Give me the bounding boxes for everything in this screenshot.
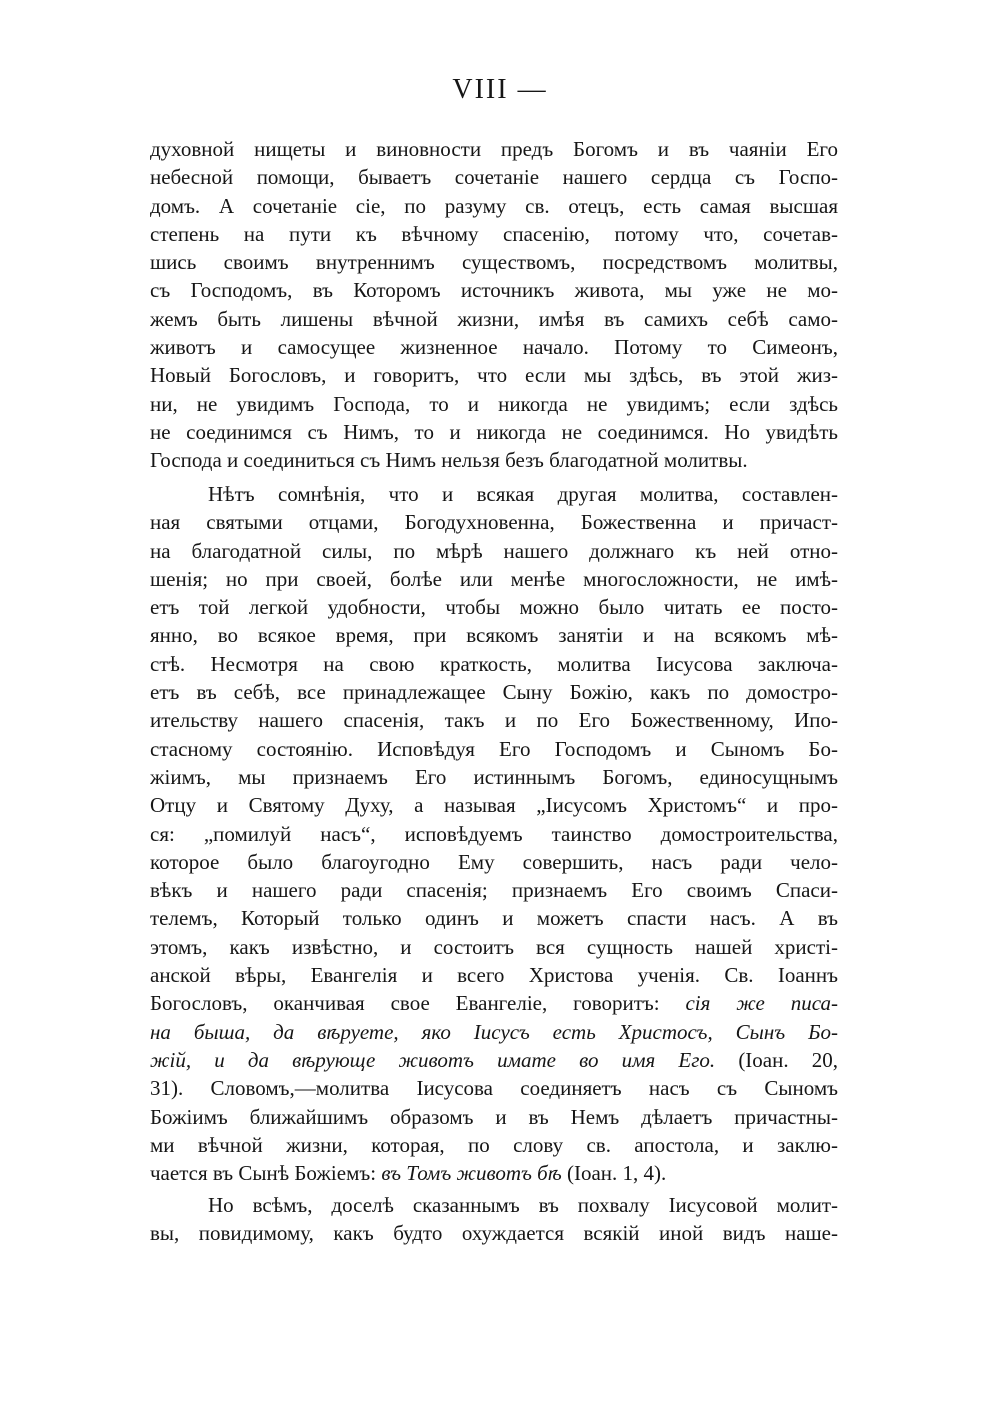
text-line: степень на пути къ вѣчному спасенiю, потому что, сочетав- bbox=[150, 221, 838, 246]
text-line: этомъ, какъ извѣстно, и состоитъ вся сущность нашей христi- bbox=[150, 934, 838, 959]
italic-quote: сiя же писа- bbox=[685, 991, 838, 1016]
text-line: янно, во всякое время, при всякомъ занятiи и на всякомъ мѣ- bbox=[150, 623, 838, 648]
page-header: VIII — bbox=[452, 74, 548, 105]
text-line: вы, повидимому, какъ будто охуждается всякiй иной видъ наше- bbox=[150, 1221, 838, 1246]
text-line: етъ въ себѣ, все принадлежащее Сыну Божiю, какъ по домостро- bbox=[150, 680, 838, 705]
text-line: Божiимъ ближайшимъ образомъ и въ Немъ дѣлаетъ причастны- bbox=[150, 1104, 838, 1129]
italic-quote: жiй, и да вѣрующе животъ имате во имя Его. bbox=[150, 1047, 716, 1072]
text-line: телемъ, Который только одинъ и можетъ спасти насъ. А въ bbox=[150, 906, 838, 931]
paragraph-3 bbox=[150, 1191, 838, 1248]
text-line: ми вѣчной жизни, которая, по слову св. апостола, и заклю- bbox=[150, 1132, 838, 1157]
text-line: Богословъ, оканчивая свое Евангелiе, говоритъ: сiя же писа- bbox=[150, 991, 838, 1016]
text-line: етъ той легкой удобности, чтобы можно было читать ее посто- bbox=[150, 595, 838, 620]
text-line: чается въ Сынѣ Божiемъ: въ Томъ животъ бѣ (Iоан. 1, 4). bbox=[150, 1161, 667, 1186]
text-line: 31). Словомъ,—молитва Iисусова соединяетъ насъ съ Сыномъ bbox=[150, 1076, 838, 1101]
text-line: на благодатной силы, по мѣрѣ нашего должнаго къ ней отно- bbox=[150, 538, 838, 563]
text-line: Новый Богословъ, и говоритъ, что если мы здѣсь, въ этой жиз- bbox=[150, 363, 838, 388]
text-line: ни, не увидимъ Господа, то и никогда не увидимъ; если здѣсь bbox=[150, 391, 838, 416]
text-line: ительству нашего спасенiя, такъ и по Его Божественному, Ипо- bbox=[150, 708, 838, 733]
text-line: небесной помощи, бываетъ сочетанiе нашего сердца съ Госпо- bbox=[150, 165, 838, 190]
text-line: вѣкъ и нашего ради спасенiя; признаемъ Его своимъ Спаси- bbox=[150, 878, 838, 903]
text-line: которое было благоугодно Ему совершить, насъ ради чело- bbox=[150, 849, 838, 874]
text-line: Отцу и Святому Духу, а называя „Iисусомъ Христомъ“ и про- bbox=[150, 793, 838, 818]
text-line: жiимъ, мы признаемъ Его истиннымъ Богомъ, единосущнымъ bbox=[150, 764, 838, 789]
text-line: не соединимся съ Нимъ, то и никогда не соединимся. Но увидѣть bbox=[150, 419, 838, 444]
text-line bbox=[150, 1018, 838, 1046]
italic-quote: въ Томъ животъ бѣ bbox=[381, 1161, 562, 1186]
text-line: шись своимъ внутреннимъ существомъ, посредствомъ молитвы, bbox=[150, 250, 838, 275]
text-line: Господа и соединиться съ Нимъ нельзя безъ благодатной молитвы. bbox=[150, 448, 748, 473]
text-line: животъ и самосущее жизненное начало. Потому то Симеонъ, bbox=[150, 335, 838, 360]
text-line: анской вѣры, Евангелiя и всего Христова ученiя. Св. Iоаннъ bbox=[150, 963, 838, 988]
paragraph-2 bbox=[150, 480, 838, 1187]
text-line: стасному состоянiю. Исповѣдуя Его Господомъ и Сыномъ Бо- bbox=[150, 736, 838, 761]
text-line: Нѣтъ сомнѣнiя, что и всякая другая молитва, составлен- bbox=[208, 482, 838, 506]
text-line: жемъ быть лишены вѣчной жизни, имѣя въ самихъ себѣ само- bbox=[150, 306, 838, 331]
text-line: съ Господомъ, въ Которомъ источникъ живота, мы уже не мо- bbox=[150, 278, 838, 303]
text-line: жiй, и да вѣрующе животъ имате во имя Его. (Iоан. 20, bbox=[150, 1047, 838, 1072]
text-line: стѣ. Несмотря на свою краткость, молитва Iисусова заключа- bbox=[150, 651, 838, 676]
text-line: домъ. А сочетанiе сiе, по разуму св. отецъ, есть самая высшая bbox=[150, 193, 838, 218]
text-line: духовной нищеты и виновности предъ Богомъ и въ чаянiи Его bbox=[150, 137, 838, 161]
text-line: шенiя; но при своей, болѣе или менѣе многосложности, не имѣ- bbox=[150, 566, 838, 591]
text-line: Но всѣмъ, доселѣ сказаннымъ въ похвалу Iисусовой молит- bbox=[208, 1193, 838, 1217]
italic-quote: на быша, да вѣруете, яко Iисусъ есть Христосъ, Сынъ Бо- bbox=[150, 1019, 838, 1044]
paragraph-1 bbox=[150, 135, 838, 475]
text-line: ся: „помилуй насъ“, исповѣдуемъ таинство домостроительства, bbox=[150, 821, 838, 846]
text-line: ная святыми отцами, Богодухновенна, Божественна и причаст- bbox=[150, 510, 838, 535]
